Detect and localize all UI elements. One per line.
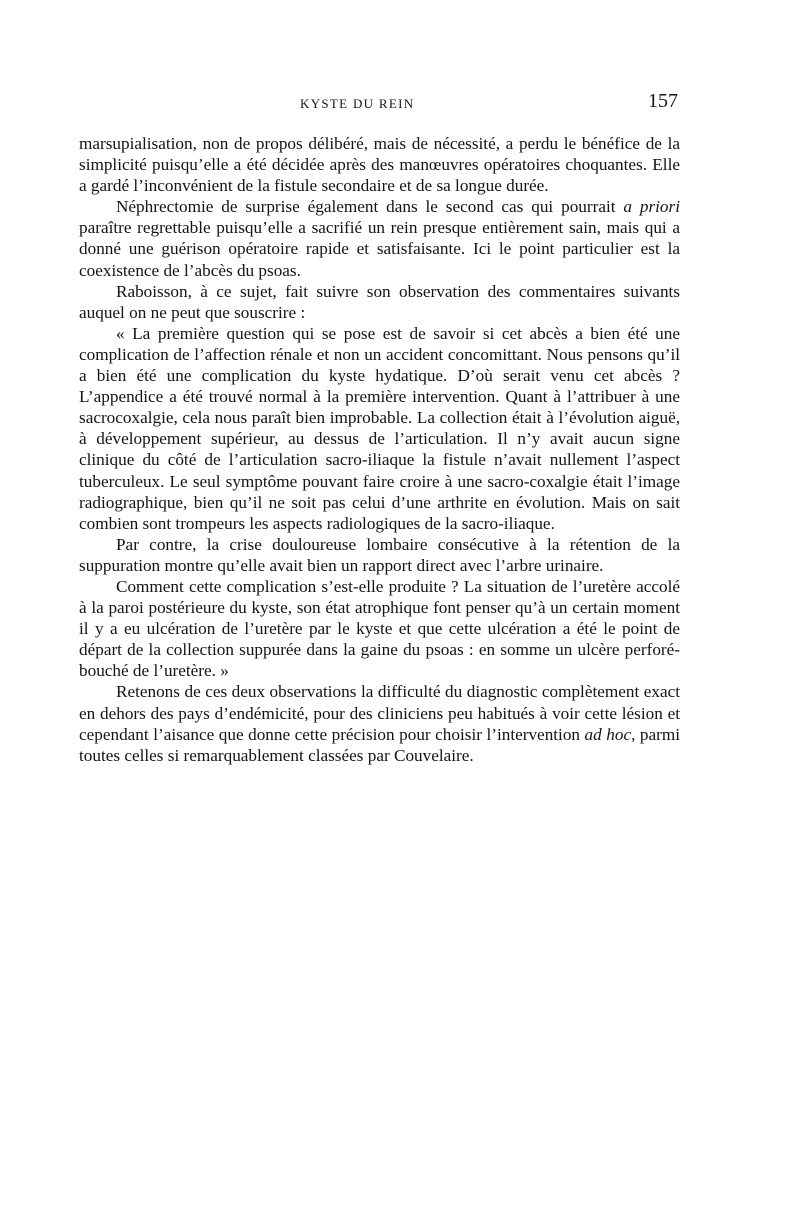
paragraph-text: « La première question qui se pose est de savoir si cet abcès a bien été une complication de l’affection rénale et non un accident concomittant. Nous pensons qu’il a bien été une complication du kyste hydatique. D’où serait venu cet abcès ? L’appendice a été trouvé normal à la première intervention. Quant à l’attribuer à une sacrocoxalgie, cela nous paraît bien improbable. La collection était à l’évolution aiguë, à développement supérieur, au dessus de l’articulation. Il n’y avait aucun signe clinique du côté de l’articulation sacro-iliaque la fistule n’avait nullement l’aspect tuberculeux. Le seul symptôme pouvant faire croire à une sacro-coxalgie était l’image radiographique, bien qu’il ne soit pas celui d’une arthrite en évolution. Mais on sait combien sont trompeurs les aspects radiologiques de la sacro-iliaque. bbox=[79, 323, 680, 533]
paragraph bbox=[79, 681, 680, 765]
running-head: KYSTE DU REIN bbox=[300, 96, 415, 111]
paragraph-text: Comment cette complication s’est-elle produite ? La situation de l’uretère accolé à la paroi postérieure du kyste, son état atrophique font penser qu’à un certain moment il y a eu ulcération de l’uretère par le kyste et que cette ulcération a été le point de départ de la collection suppurée dans la gaine du psoas : en somme un ulcère perforé-bouché de l’uretère. » bbox=[79, 576, 680, 681]
italic-text: ad hoc, bbox=[584, 724, 636, 744]
italic-text: a priori bbox=[623, 197, 680, 217]
paragraph bbox=[79, 281, 680, 323]
paragraph-text: Néphrectomie de surprise également dans le second cas qui pourrait bbox=[116, 197, 624, 217]
paragraph-text: Par contre, la crise douloureuse lombaire consécutive à la rétention de la suppuration montre qu’elle avait bien un rapport direct avec l’arbre urinaire. bbox=[79, 534, 680, 575]
paragraph bbox=[79, 133, 680, 196]
paragraph-text: paraître regrettable puisqu’elle a sacrifié un rein presque entièrement sain, mais qui a donné une guérison opératoire rapide et satisfaisante. Ici le point particulier est la coexistence de l’abcès du psoas. bbox=[79, 218, 680, 280]
paragraph bbox=[79, 323, 680, 534]
page-number: 157 bbox=[648, 90, 678, 112]
paragraph bbox=[79, 534, 680, 576]
paragraph-text: marsupialisation, non de propos délibéré, mais de nécessité, a perdu le bénéfice de la simplicité puisqu’elle a été décidée après des manœuvres opératoires choquantes. Elle a gardé l’inconvénient de la fistule secondaire et de sa longue durée. bbox=[79, 134, 680, 196]
paragraph-text: parmi toutes celles si remarquablement classées par Couvelaire. bbox=[79, 724, 680, 765]
body-text bbox=[79, 133, 680, 766]
paragraph bbox=[79, 196, 680, 280]
paragraph-text: Retenons de ces deux observations la difficulté du diagnostic complètement exact en dehors des pays d’endémicité, pour des cliniciens peu habitués à voir cette lésion et cependant l’aisance que donne cette précision pour choisir l’intervention bbox=[79, 682, 680, 744]
paragraph-text: Raboisson, à ce sujet, fait suivre son observation des commentaires suivants auquel on ne peut que souscrire : bbox=[79, 281, 680, 322]
paragraph bbox=[79, 576, 680, 681]
